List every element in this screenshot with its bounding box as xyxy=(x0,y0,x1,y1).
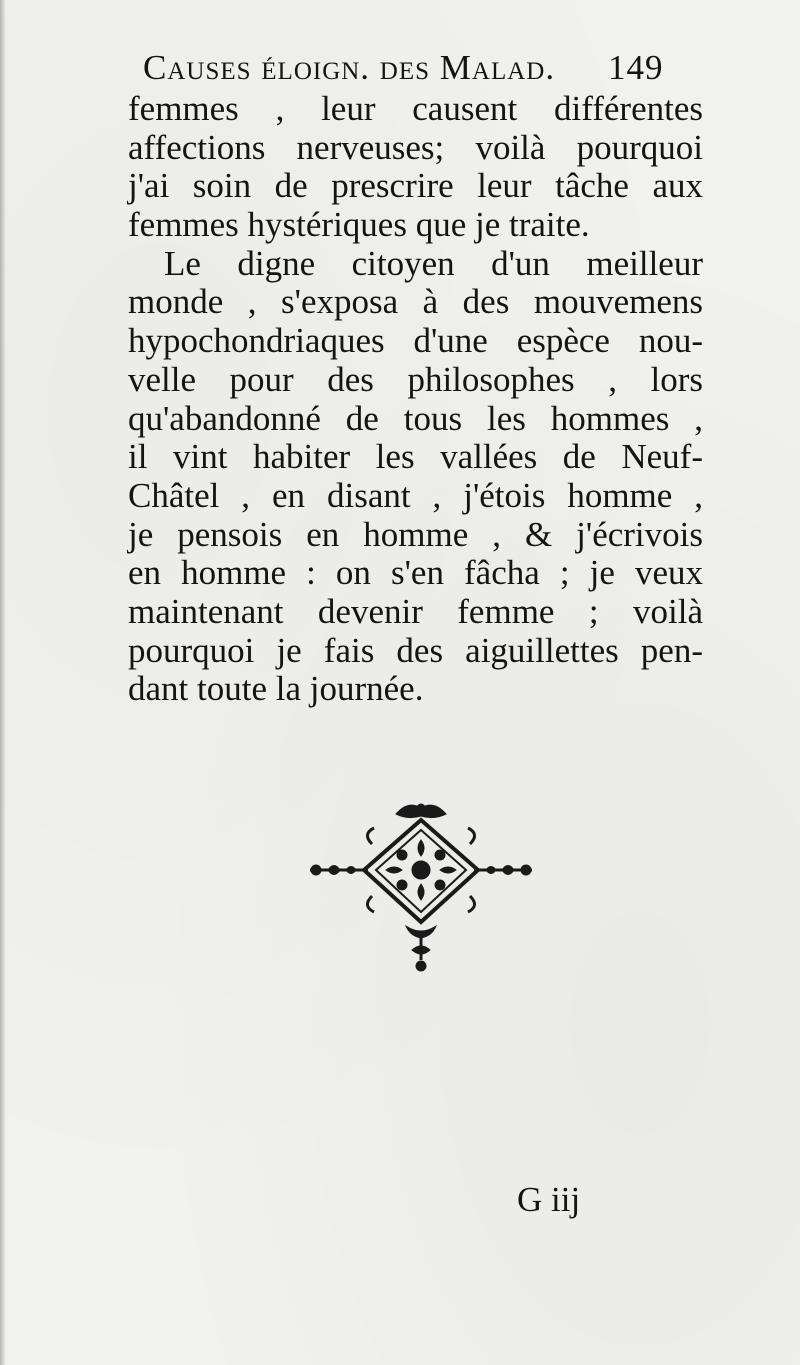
page-number: 149 xyxy=(608,48,664,87)
text-line: Le digne citoyen d'un meilleur xyxy=(164,243,703,283)
text-line: je pensois en homme , & j'écrivois xyxy=(128,514,703,554)
text-line: affections nerveuses; voilà pourquoi xyxy=(128,127,703,167)
text-line: femmes hystériques que je traite. xyxy=(128,205,590,245)
text-line: il vint habiter les vallées de Neuf- xyxy=(128,437,703,477)
paragraph-1 xyxy=(128,90,703,245)
running-head: Causes éloign. des Malad. xyxy=(143,48,556,87)
text-line: velle pour des philosophes , lors xyxy=(128,359,703,399)
signature-mark: G iij xyxy=(517,1180,581,1219)
paragraph-2 xyxy=(128,245,703,709)
text-line: pourquoi je fais des aiguillettes pen- xyxy=(128,630,703,670)
text-line: dant toute la journée. xyxy=(128,669,424,709)
fleuron-ornament xyxy=(306,800,536,975)
text-line: j'ai soin de prescrire leur tâche aux xyxy=(128,166,703,206)
text-line: Châtel , en disant , j'étois homme , xyxy=(128,475,703,515)
text-line: hypochondriaques d'une espèce nou- xyxy=(128,321,703,361)
page-header xyxy=(143,48,703,92)
text-line: maintenant devenir femme ; voilà xyxy=(128,591,703,631)
text-line: en homme : on s'en fâcha ; je veux xyxy=(128,553,703,593)
page-edge-shadow xyxy=(0,0,6,1365)
text-line: femmes , leur causent différentes xyxy=(128,89,703,128)
text-line: monde , s'exposa à des mouvemens xyxy=(128,282,703,322)
body-text xyxy=(128,90,703,709)
text-line: qu'abandonné de tous les hommes , xyxy=(128,398,703,438)
